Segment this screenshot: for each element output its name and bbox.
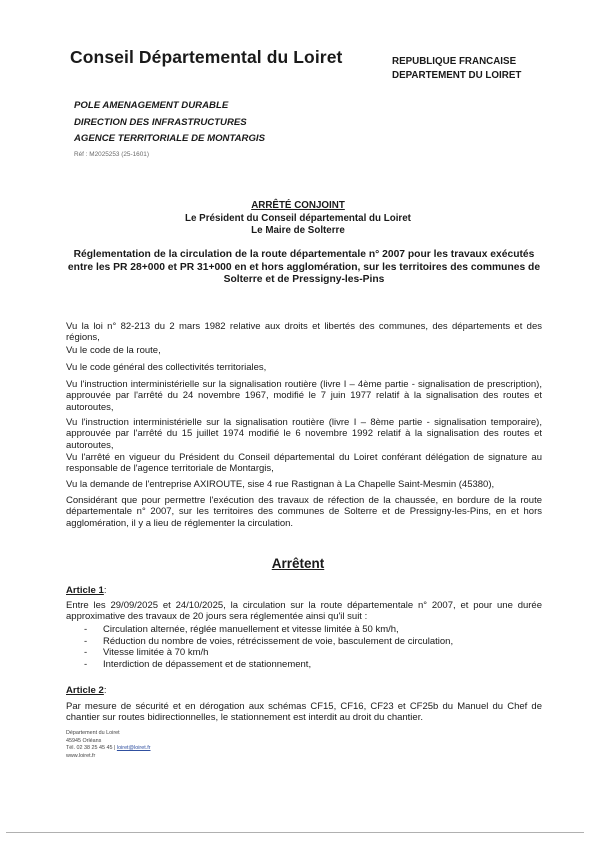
list-item-text: Interdiction de dépassement et de stationnement, <box>103 658 312 670</box>
list-item-text: Vitesse limitée à 70 km/h <box>103 647 209 658</box>
reference-number: Réf : M2025253 (25-1601) <box>74 151 149 158</box>
article-1-colon: : <box>103 585 107 596</box>
considerant-travaux: Considérant que pour permettre l'exécution des travaux de réfection de la chaussée, en bordure de la route départementale n° 2007, sur les territoires des communes de Solterre et de Pressigny-les-Pins, en et hors agglomération, il y a lieu de réglementer la circulation. <box>66 495 542 529</box>
vu-loi: Vu la loi n° 82-213 du 2 mars 1982 relative aux droits et libertés des communes, des départements et des régions, <box>66 321 542 344</box>
dash-bullet: - <box>84 635 88 647</box>
list-item <box>84 624 524 636</box>
departement-label: DEPARTEMENT DU LOIRET <box>392 70 522 81</box>
article-1-list <box>84 624 524 670</box>
direction-label: DIRECTION DES INFRASTRUCTURES <box>74 116 247 128</box>
article-1-text: Entre les 29/09/2025 et 24/10/2025, la circulation sur la route départementale n° 2007, et pour une durée approximative des travaux de 20 jours sera réglementée ainsi qu'il suit : <box>66 600 542 623</box>
services-block <box>74 98 265 148</box>
footer-web[interactable]: www.loiret.fr <box>66 753 96 760</box>
republic-block <box>392 55 521 83</box>
republic-label: REPUBLIQUE FRANCAISE <box>392 56 517 67</box>
footer-email[interactable]: loiret@loiret.fr <box>116 745 151 752</box>
article-2-title: Article 2 <box>66 685 104 696</box>
dash-bullet: - <box>84 624 88 635</box>
dash-bullet: - <box>84 647 88 658</box>
footer-tel: Tél. 02 38 25 45 45 <box>66 745 113 752</box>
footer-contact: Tél. 02 38 25 45 45 | loiret@loiret.fr <box>66 745 151 752</box>
list-item <box>84 636 524 648</box>
list-item-text: Circulation alternée, réglée manuellement et vitesse limitée à 50 km/h, <box>103 624 399 635</box>
vu-cgct: Vu le code général des collectivités territoriales, <box>66 362 267 373</box>
vu-instruction-8: Vu l'instruction interministérielle sur la signalisation routière (livre I – 8ème partie - signalisation temporaire), approuvée par l'arrêté du 15 juillet 1974 modifié le 6 novembre 1992 relatif à la signalisation des routes et autoroutes, <box>66 417 542 451</box>
footer-line-1: Département du Loiret <box>66 730 120 736</box>
bottom-divider <box>6 832 584 833</box>
dash-bullet: - <box>84 658 88 670</box>
regulation-subject: Réglementation de la circulation de la route départementale n° 2007 pour les travaux exécutés entre les PR 28+000 et PR 31+000 en et hors agglomération, sur les territoires des communes de Solterre et de Pressigny-les-Pins <box>67 249 541 286</box>
arretent-heading: Arrêtent <box>271 556 325 571</box>
president-line: Le Président du Conseil départemental du Loiret <box>185 213 411 224</box>
footer-line-2: 45945 Orléans <box>66 737 102 744</box>
article-2-text: Par mesure de sécurité et en dérogation aux schémas CF15, CF16, CF23 et CF25b du Manuel du Chef de chantier sur routes bidirectionnelles, le stationnement est interdit au droit du chantier. <box>66 701 542 724</box>
list-item <box>84 647 524 659</box>
list-item-text: Réduction du nombre de voies, rétrécissement de voie, basculement de circulation, <box>103 635 454 647</box>
article-2-colon: : <box>103 685 107 696</box>
footer-address <box>66 730 151 761</box>
arrete-title: ARRÊTÉ CONJOINT <box>251 200 345 211</box>
list-item <box>84 659 524 671</box>
article-1-title: Article 1 <box>66 585 104 596</box>
agence-label: AGENCE TERRITORIALE DE MONTARGIS <box>74 133 265 144</box>
pole-label: POLE AMENAGEMENT DURABLE <box>74 100 229 111</box>
article-2-heading <box>66 685 107 696</box>
maire-line: Le Maire de Solterre <box>251 225 345 236</box>
article-1-heading <box>66 585 107 596</box>
vu-demande-axiroute: Vu la demande de l'entreprise AXIROUTE, sise 4 rue Rastignan à La Chapelle Saint-Mesmin (45380), <box>66 479 495 490</box>
department-title: Conseil Départemental du Loiret <box>70 47 343 67</box>
vu-code-route: Vu le code de la route, <box>66 345 161 356</box>
vu-instruction-4: Vu l'instruction interministérielle sur la signalisation routière (livre I – 4ème partie - signalisation de prescription), approuvée par l'arrêté du 24 novembre 1967, modifié le 7 juin 1977 relatif à la signalisation des routes et autoroutes, <box>66 379 542 413</box>
vu-arrete-delegation: Vu l'arrêté en vigueur du Président du Conseil départemental du Loiret conférant délégation de signature au responsable de l'agence territoriale de Montargis, <box>66 452 542 475</box>
